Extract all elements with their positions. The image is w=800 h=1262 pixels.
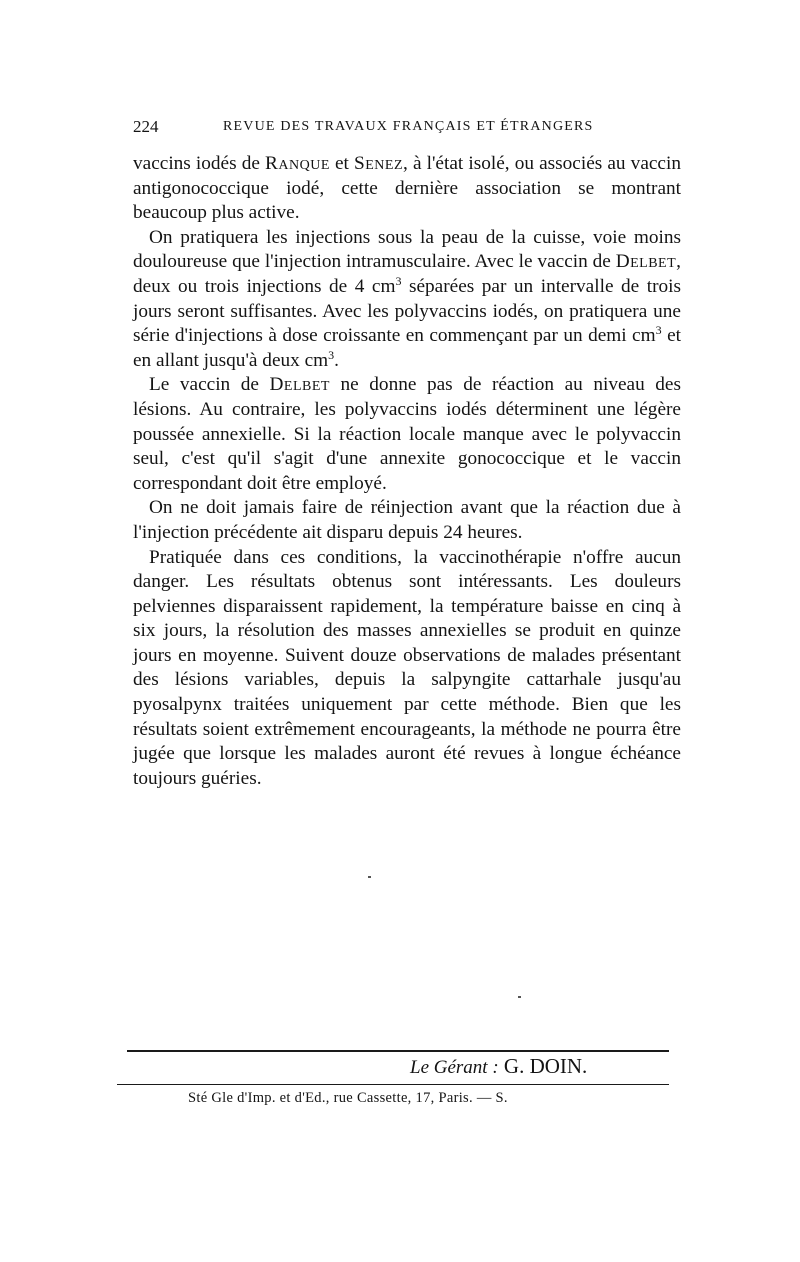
page-header bbox=[133, 117, 678, 139]
paragraph-1: vaccins iodés de Ranque et Senez, à l'état isolé, ou associés au vaccin antigonococcique iodé, cette dernière association se montrant beaucoup plus active. bbox=[133, 153, 681, 224]
author-name: Delbet bbox=[615, 251, 677, 273]
running-head: REVUE DES TRAVAUX FRANÇAIS ET ÉTRANGERS bbox=[223, 119, 594, 134]
author-name: Delbet bbox=[269, 374, 330, 396]
gerant-label: Le Gérant : bbox=[410, 1057, 499, 1078]
printer-imprint: Sté Gle d'Imp. et d'Ed., rue Cassette, 17, Paris. — S. bbox=[188, 1090, 508, 1106]
page-number: 224 bbox=[133, 117, 159, 136]
footer-rule-top bbox=[127, 1050, 669, 1052]
superscript: 3 bbox=[328, 347, 335, 362]
print-speck bbox=[518, 996, 521, 998]
footer-rule-bottom bbox=[117, 1084, 669, 1085]
author-name: Ranque bbox=[265, 153, 330, 174]
gerant-signature bbox=[410, 1054, 670, 1079]
paragraph-2: On pratiquera les injections sous la peau de la cuisse, voie moins douloureuse que l'injection intramusculaire. Avec le vaccin de Delbet, deux ou trois injections de 4 $cm^3$ séparées par un intervalle de trois jours seront suffisantes. Avec les polyvaccins iodés, on pratiquera une série d'injections à dose croissante en commençant par un demi $cm^3$ et en allant jusqu'à deux $cm^3$. bbox=[133, 226, 682, 371]
paragraph-4: On ne doit jamais faire de réinjection avant que la réaction due à l'injection précédente ait disparu depuis 24 heures. bbox=[133, 497, 681, 543]
article-body bbox=[133, 152, 681, 791]
superscript: 3 bbox=[395, 273, 402, 288]
author-name: Senez bbox=[354, 153, 404, 174]
superscript: 3 bbox=[655, 323, 662, 338]
paragraph-3: Le vaccin de Delbet ne donne pas de réaction au niveau des lésions. Au contraire, les polyvaccins iodés déterminent une légère poussée annexielle. Si la réaction locale manque avec le polyvaccin seul, c'est qu'il s'agit d'une annexite gonococcique et le vaccin correspondant doit être employé. bbox=[133, 374, 681, 494]
print-speck bbox=[368, 876, 371, 878]
gerant-name: G. DOIN. bbox=[503, 1054, 588, 1078]
paragraph-5: Pratiquée dans ces conditions, la vaccinothérapie n'offre aucun danger. Les résultats obtenus sont intéressants. Les douleurs pelviennes disparaissent rapidement, la température baisse en cinq à six jours, la résolution des masses annexielles se produit en quinze jours en moyenne. Suivent douze observations de malades présentant des lésions variables, depuis la salpyngite cattarhale jusqu'au pyosalpynx traitées uniquement par cette méthode. Bien que les résultats soient extrêmement encourageants, la méthode ne pourra être jugée que lorsque les malades auront été revues à longue échéance toujours guéries. bbox=[133, 546, 681, 789]
